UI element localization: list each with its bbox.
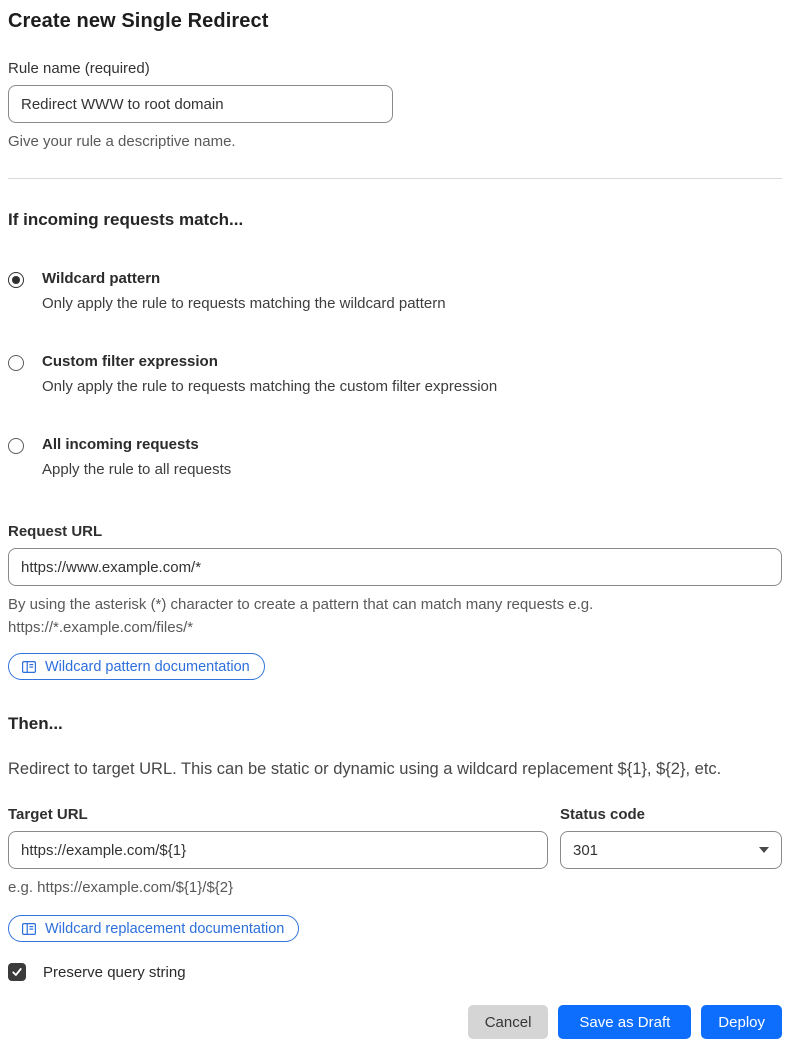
preserve-query-string-option[interactable]: [8, 963, 782, 981]
target-url-input[interactable]: [8, 831, 548, 869]
rule-name-helper: Give your rule a descriptive name.: [8, 133, 236, 150]
radio-button-selected[interactable]: [8, 272, 24, 288]
radio-option-all-incoming-requests[interactable]: [8, 436, 782, 479]
doc-button-label: Wildcard replacement documentation: [45, 920, 285, 937]
target-url-label: Target URL: [8, 806, 88, 823]
radio-option-custom-filter-expression[interactable]: [8, 353, 782, 396]
request-url-helper: By using the asterisk (*) character to create a pattern that can match many requests e.g. https://*.example.com/files/*: [8, 596, 594, 636]
open-book-icon: [21, 659, 37, 675]
target-url-helper: e.g. https://example.com/${1}/${2}: [8, 879, 234, 896]
radio-label: All incoming requests: [42, 436, 199, 453]
chevron-down-icon: [759, 847, 769, 853]
radio-label: Wildcard pattern: [42, 270, 161, 287]
cancel-button[interactable]: Cancel: [468, 1005, 549, 1039]
radio-button[interactable]: [8, 355, 24, 371]
form-actions: [8, 1005, 782, 1039]
radio-description: Apply the rule to all requests: [42, 461, 232, 478]
radio-button[interactable]: [8, 438, 24, 454]
request-url-label: Request URL: [8, 523, 103, 540]
wildcard-replacement-documentation-button[interactable]: [8, 915, 299, 942]
match-section-heading: If incoming requests match...: [8, 210, 244, 229]
open-book-icon: [21, 921, 37, 937]
wildcard-pattern-documentation-button[interactable]: [8, 653, 265, 680]
doc-button-label: Wildcard pattern documentation: [45, 658, 250, 675]
rule-name-input[interactable]: [8, 85, 393, 123]
radio-description: Only apply the rule to requests matching the custom filter expression: [42, 378, 498, 395]
preserve-query-string-label: Preserve query string: [43, 963, 186, 981]
check-icon: [11, 966, 23, 978]
page-title: Create new Single Redirect: [8, 10, 269, 32]
checkbox-checked[interactable]: [8, 963, 26, 981]
radio-label: Custom filter expression: [42, 353, 218, 370]
status-code-select[interactable]: [560, 831, 782, 869]
status-code-label: Status code: [560, 806, 646, 823]
section-divider: [8, 178, 782, 179]
radio-description: Only apply the rule to requests matching the wildcard pattern: [42, 295, 446, 312]
then-section-description: Redirect to target URL. This can be static or dynamic using a wildcard replacement ${1}, ${2}, etc.: [8, 760, 722, 778]
then-section-heading: Then...: [8, 714, 63, 733]
deploy-button[interactable]: Deploy: [701, 1005, 782, 1039]
status-code-value: 301: [573, 841, 599, 859]
save-as-draft-button[interactable]: Save as Draft: [558, 1005, 691, 1039]
radio-option-wildcard-pattern[interactable]: [8, 270, 782, 313]
rule-name-label: Rule name (required): [8, 60, 150, 77]
request-url-input[interactable]: [8, 548, 782, 586]
